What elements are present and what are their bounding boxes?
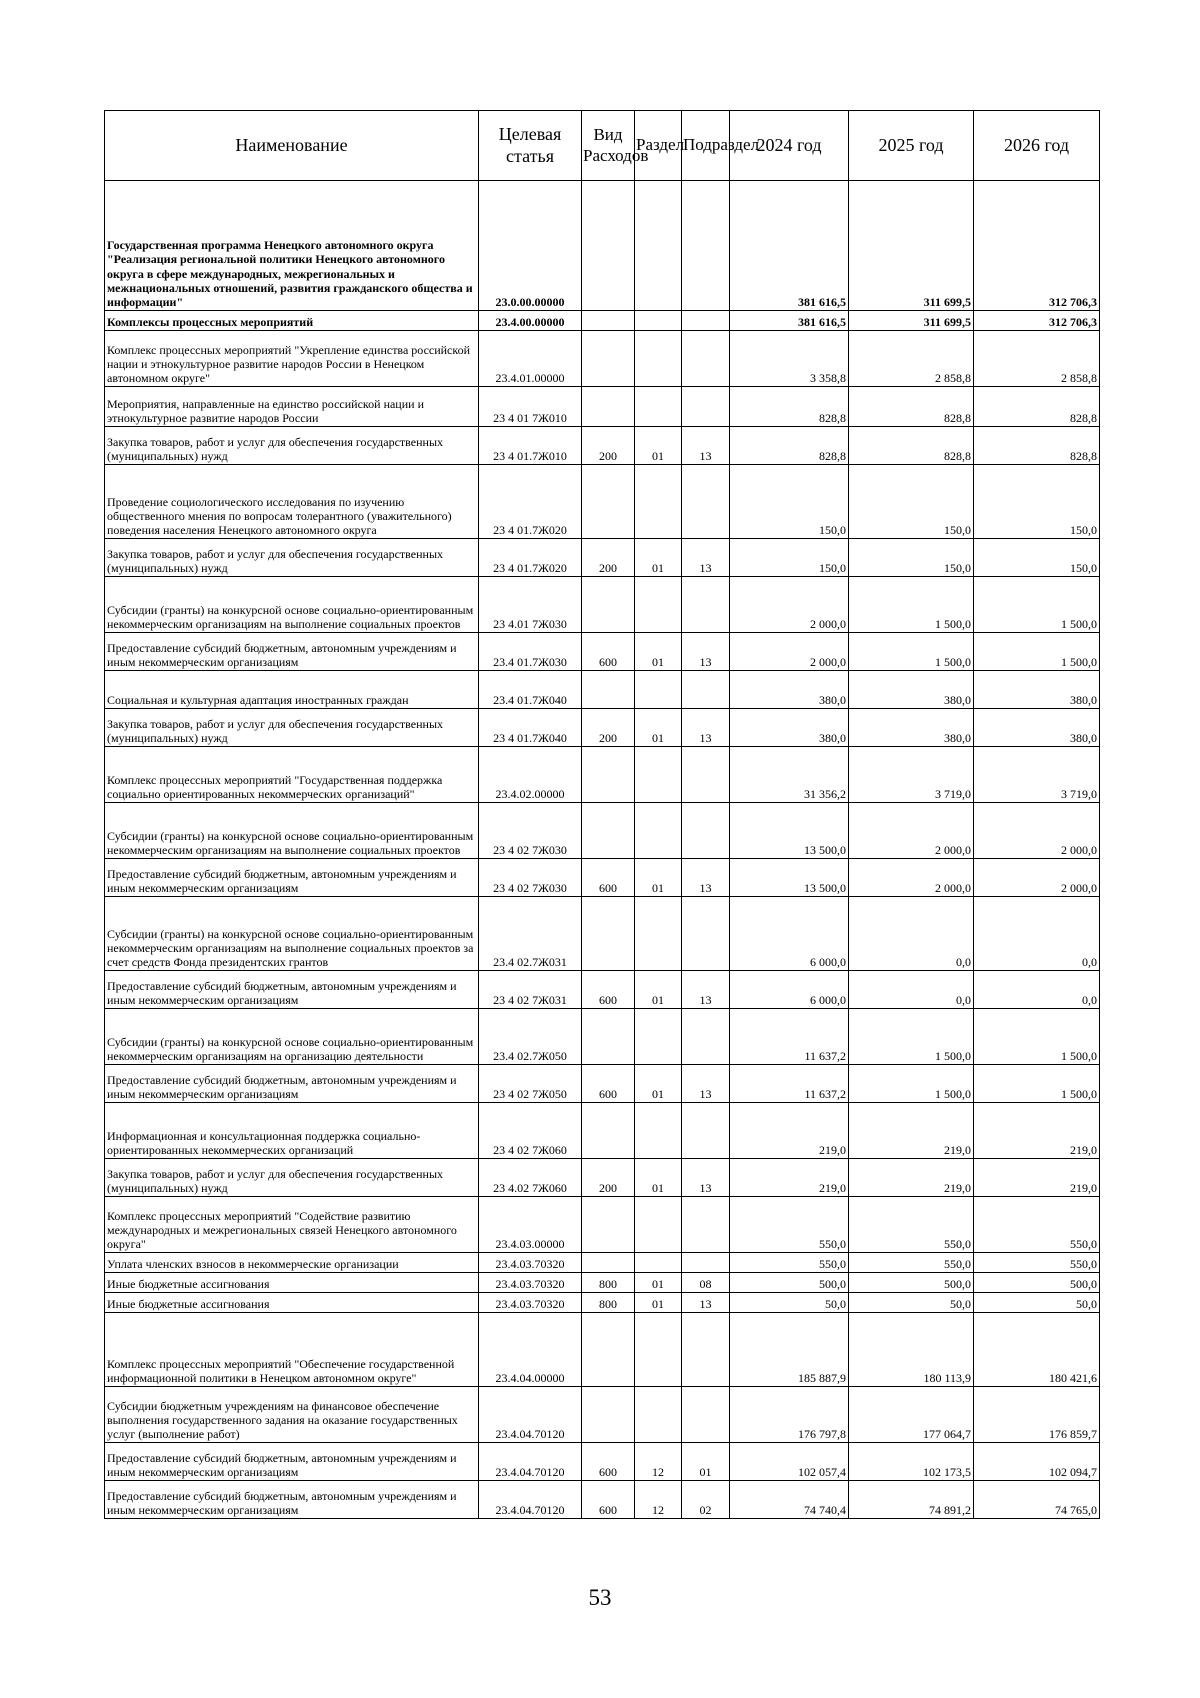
table-row — [105, 1103, 1100, 1159]
row-subsection — [682, 671, 730, 709]
row-subsection: 13 — [682, 539, 730, 577]
row-target-code: 23 4 02 7Ж050 — [479, 1065, 582, 1103]
row-value-2025: 380,0 — [849, 709, 974, 747]
row-value-2025: 219,0 — [849, 1159, 974, 1197]
row-target-code: 23 4 01.7Ж020 — [479, 465, 582, 539]
row-value-2026: 219,0 — [974, 1159, 1100, 1197]
row-expense-type: 600 — [582, 633, 635, 671]
row-section: 01 — [635, 709, 682, 747]
header-row — [105, 111, 1100, 181]
table-row — [105, 971, 1100, 1009]
table-row — [105, 633, 1100, 671]
row-value-2025: 550,0 — [849, 1197, 974, 1253]
header-subsection: Подраздел — [682, 111, 730, 181]
row-value-2025: 550,0 — [849, 1253, 974, 1273]
row-value-2026: 2 000,0 — [974, 803, 1100, 859]
row-section — [635, 387, 682, 427]
row-value-2026: 1 500,0 — [974, 577, 1100, 633]
row-name: Субсидии (гранты) на конкурсной основе социально-ориентированным некоммерческим организациям на организацию деятельности — [105, 1009, 479, 1065]
row-value-2024: 381 616,5 — [730, 181, 849, 311]
row-value-2025: 0,0 — [849, 897, 974, 971]
table-row — [105, 331, 1100, 387]
row-section: 01 — [635, 1273, 682, 1293]
row-subsection: 02 — [682, 1481, 730, 1519]
header-name: Наименование — [105, 111, 479, 181]
row-value-2025: 828,8 — [849, 427, 974, 465]
row-target-code: 23 4 01.7Ж020 — [479, 539, 582, 577]
table-row — [105, 859, 1100, 897]
row-value-2026: 3 719,0 — [974, 747, 1100, 803]
table-row — [105, 1009, 1100, 1065]
row-value-2025: 74 891,2 — [849, 1481, 974, 1519]
row-target-code: 23.4 02.7Ж031 — [479, 897, 582, 971]
row-subsection: 13 — [682, 1159, 730, 1197]
row-target-code: 23 4 02 7Ж030 — [479, 859, 582, 897]
row-value-2026: 550,0 — [974, 1253, 1100, 1273]
row-value-2025: 311 699,5 — [849, 181, 974, 311]
row-subsection: 08 — [682, 1273, 730, 1293]
row-value-2024: 185 887,9 — [730, 1313, 849, 1387]
row-expense-type — [582, 1009, 635, 1065]
row-value-2025: 50,0 — [849, 1293, 974, 1313]
table-row — [105, 427, 1100, 465]
row-section: 01 — [635, 1293, 682, 1313]
row-target-code: 23.4.02.00000 — [479, 747, 582, 803]
row-value-2024: 219,0 — [730, 1159, 849, 1197]
table-row — [105, 1443, 1100, 1481]
row-section — [635, 1197, 682, 1253]
row-value-2026: 1 500,0 — [974, 1065, 1100, 1103]
row-expense-type: 800 — [582, 1293, 635, 1313]
row-target-code: 23 4 02 7Ж060 — [479, 1103, 582, 1159]
row-value-2025: 311 699,5 — [849, 311, 974, 331]
header-target: Целевая статья — [479, 111, 582, 181]
header-2024: 2024 год — [730, 111, 849, 181]
row-name: Комплекс процессных мероприятий "Государственная поддержка социально ориентированных некоммерческих организаций" — [105, 747, 479, 803]
row-expense-type: 600 — [582, 859, 635, 897]
row-value-2025: 150,0 — [849, 539, 974, 577]
row-value-2026: 312 706,3 — [974, 181, 1100, 311]
row-value-2025: 2 000,0 — [849, 803, 974, 859]
row-value-2026: 0,0 — [974, 971, 1100, 1009]
row-expense-type: 600 — [582, 1443, 635, 1481]
table-row — [105, 539, 1100, 577]
row-name: Закупка товаров, работ и услуг для обеспечения государственных (муниципальных) нужд — [105, 1159, 479, 1197]
row-value-2025: 1 500,0 — [849, 633, 974, 671]
table-row — [105, 311, 1100, 331]
row-value-2025: 3 719,0 — [849, 747, 974, 803]
row-value-2026: 219,0 — [974, 1103, 1100, 1159]
row-name: Субсидии (гранты) на конкурсной основе социально-ориентированным некоммерческим организациям на выполнение социальных проектов — [105, 577, 479, 633]
row-expense-type — [582, 1197, 635, 1253]
row-subsection — [682, 1103, 730, 1159]
row-name: Предоставление субсидий бюджетным, автономным учреждениям и иным некоммерческим организациям — [105, 971, 479, 1009]
row-target-code: 23.4.03.70320 — [479, 1293, 582, 1313]
row-section: 12 — [635, 1481, 682, 1519]
row-subsection: 13 — [682, 859, 730, 897]
row-value-2024: 3 358,8 — [730, 331, 849, 387]
row-value-2026: 380,0 — [974, 671, 1100, 709]
row-value-2025: 0,0 — [849, 971, 974, 1009]
row-section — [635, 897, 682, 971]
row-value-2026: 150,0 — [974, 539, 1100, 577]
row-value-2024: 13 500,0 — [730, 859, 849, 897]
row-name: Субсидии (гранты) на конкурсной основе социально-ориентированным некоммерческим организациям на выполнение социальных проектов за счет средств Фонда президентских грантов — [105, 897, 479, 971]
row-name: Информационная и консультационная поддержка социально-ориентированных некоммерческих организаций — [105, 1103, 479, 1159]
table-row — [105, 465, 1100, 539]
row-subsection: 13 — [682, 427, 730, 465]
row-target-code: 23.4.03.70320 — [479, 1253, 582, 1273]
row-name: Предоставление субсидий бюджетным, автономным учреждениям и иным некоммерческим организациям — [105, 859, 479, 897]
row-value-2024: 380,0 — [730, 709, 849, 747]
row-value-2024: 2 000,0 — [730, 633, 849, 671]
row-value-2026: 380,0 — [974, 709, 1100, 747]
row-name: Иные бюджетные ассигнования — [105, 1293, 479, 1313]
row-section: 01 — [635, 1159, 682, 1197]
row-expense-type: 800 — [582, 1273, 635, 1293]
row-expense-type — [582, 311, 635, 331]
table-row — [105, 1273, 1100, 1293]
table-row — [105, 747, 1100, 803]
row-value-2024: 219,0 — [730, 1103, 849, 1159]
row-value-2024: 380,0 — [730, 671, 849, 709]
table-row — [105, 577, 1100, 633]
row-section — [635, 803, 682, 859]
row-target-code: 23.4.04.00000 — [479, 1313, 582, 1387]
row-name: Комплекс процессных мероприятий "Содействие развитию международных и межрегиональных связей Ненецкого автономного округа" — [105, 1197, 479, 1253]
row-expense-type: 200 — [582, 1159, 635, 1197]
row-target-code: 23.4.00.00000 — [479, 311, 582, 331]
row-value-2025: 380,0 — [849, 671, 974, 709]
table-row — [105, 1481, 1100, 1519]
row-value-2024: 150,0 — [730, 465, 849, 539]
row-expense-type — [582, 1253, 635, 1273]
row-target-code: 23.4.04.70120 — [479, 1443, 582, 1481]
row-name: Закупка товаров, работ и услуг для обеспечения государственных (муниципальных) нужд — [105, 709, 479, 747]
row-target-code: 23.4 02.7Ж050 — [479, 1009, 582, 1065]
row-name: Уплата членских взносов в некоммерческие организации — [105, 1253, 479, 1273]
header-2026: 2026 год — [974, 111, 1100, 181]
row-name: Комплексы процессных мероприятий — [105, 311, 479, 331]
row-value-2026: 1 500,0 — [974, 1009, 1100, 1065]
row-section — [635, 1009, 682, 1065]
row-subsection — [682, 181, 730, 311]
row-subsection — [682, 1197, 730, 1253]
table-row — [105, 387, 1100, 427]
row-name: Мероприятия, направленные на единство российской нации и этнокультурное развитие народов России — [105, 387, 479, 427]
row-name: Предоставление субсидий бюджетным, автономным учреждениям и иным некоммерческим организациям — [105, 1065, 479, 1103]
table-row — [105, 1065, 1100, 1103]
row-value-2025: 150,0 — [849, 465, 974, 539]
row-expense-type — [582, 671, 635, 709]
row-name: Закупка товаров, работ и услуг для обеспечения государственных (муниципальных) нужд — [105, 427, 479, 465]
row-expense-type — [582, 747, 635, 803]
row-value-2025: 500,0 — [849, 1273, 974, 1293]
row-value-2024: 6 000,0 — [730, 971, 849, 1009]
row-section: 01 — [635, 633, 682, 671]
row-value-2026: 0,0 — [974, 897, 1100, 971]
row-section: 01 — [635, 539, 682, 577]
row-value-2026: 2 000,0 — [974, 859, 1100, 897]
row-subsection: 01 — [682, 1443, 730, 1481]
row-section — [635, 577, 682, 633]
row-name: Проведение социологического исследования по изучению общественного мнения по вопросам толерантного (уважительного) поведения населения Ненецкого автономного округа — [105, 465, 479, 539]
row-value-2024: 13 500,0 — [730, 803, 849, 859]
row-section — [635, 311, 682, 331]
row-expense-type — [582, 803, 635, 859]
row-expense-type: 600 — [582, 971, 635, 1009]
row-section: 01 — [635, 427, 682, 465]
row-value-2026: 50,0 — [974, 1293, 1100, 1313]
row-value-2026: 550,0 — [974, 1197, 1100, 1253]
row-value-2025: 177 064,7 — [849, 1387, 974, 1443]
row-value-2025: 828,8 — [849, 387, 974, 427]
row-target-code: 23.4.01.00000 — [479, 331, 582, 387]
row-subsection: 13 — [682, 971, 730, 1009]
row-target-code: 23.4.04.70120 — [479, 1387, 582, 1443]
row-value-2026: 150,0 — [974, 465, 1100, 539]
row-expense-type — [582, 1103, 635, 1159]
row-value-2026: 312 706,3 — [974, 311, 1100, 331]
row-name: Закупка товаров, работ и услуг для обеспечения государственных (муниципальных) нужд — [105, 539, 479, 577]
row-expense-type — [582, 181, 635, 311]
row-section — [635, 747, 682, 803]
row-expense-type — [582, 577, 635, 633]
row-subsection — [682, 803, 730, 859]
row-subsection: 13 — [682, 633, 730, 671]
table-row — [105, 1387, 1100, 1443]
row-value-2025: 180 113,9 — [849, 1313, 974, 1387]
row-target-code: 23 4 02 7Ж031 — [479, 971, 582, 1009]
row-value-2024: 550,0 — [730, 1253, 849, 1273]
row-value-2026: 74 765,0 — [974, 1481, 1100, 1519]
row-value-2024: 2 000,0 — [730, 577, 849, 633]
row-expense-type: 200 — [582, 539, 635, 577]
row-expense-type: 200 — [582, 709, 635, 747]
row-subsection — [682, 1313, 730, 1387]
page-number: 53 — [588, 1585, 612, 1610]
row-value-2026: 828,8 — [974, 387, 1100, 427]
row-value-2024: 828,8 — [730, 387, 849, 427]
row-target-code: 23.0.00.00000 — [479, 181, 582, 311]
row-target-code: 23.4.03.70320 — [479, 1273, 582, 1293]
row-expense-type — [582, 331, 635, 387]
row-value-2025: 219,0 — [849, 1103, 974, 1159]
row-subsection — [682, 331, 730, 387]
row-section — [635, 1103, 682, 1159]
table-row — [105, 897, 1100, 971]
row-subsection — [682, 1253, 730, 1273]
row-target-code: 23 4 01.7Ж040 — [479, 709, 582, 747]
row-section — [635, 1313, 682, 1387]
row-value-2026: 1 500,0 — [974, 633, 1100, 671]
row-target-code: 23.4 01.7Ж040 — [479, 671, 582, 709]
row-section: 01 — [635, 859, 682, 897]
row-value-2026: 102 094,7 — [974, 1443, 1100, 1481]
row-subsection: 13 — [682, 709, 730, 747]
table-row — [105, 671, 1100, 709]
row-name: Государственная программа Ненецкого автономного округа "Реализация региональной политики Ненецкого автономного округа в сфере международных, межрегиональных и межнациональных отношений, развития гражданского общества и информации" — [105, 181, 479, 311]
row-expense-type — [582, 1313, 635, 1387]
row-value-2024: 50,0 — [730, 1293, 849, 1313]
row-section — [635, 1387, 682, 1443]
row-subsection: 13 — [682, 1065, 730, 1103]
row-value-2025: 1 500,0 — [849, 577, 974, 633]
header-section: Раздел — [635, 111, 682, 181]
table-row — [105, 1253, 1100, 1273]
row-value-2024: 550,0 — [730, 1197, 849, 1253]
row-value-2024: 381 616,5 — [730, 311, 849, 331]
row-expense-type — [582, 897, 635, 971]
row-name: Предоставление субсидий бюджетным, автономным учреждениям и иным некоммерческим организациям — [105, 1481, 479, 1519]
header-type: Вид Расходов — [582, 111, 635, 181]
row-value-2024: 11 637,2 — [730, 1009, 849, 1065]
row-subsection — [682, 1387, 730, 1443]
row-value-2024: 500,0 — [730, 1273, 849, 1293]
row-target-code: 23 4.01 7Ж030 — [479, 577, 582, 633]
row-section: 01 — [635, 971, 682, 1009]
row-section: 12 — [635, 1443, 682, 1481]
budget-table — [104, 110, 1100, 1519]
row-subsection — [682, 465, 730, 539]
row-section: 01 — [635, 1065, 682, 1103]
row-value-2025: 2 000,0 — [849, 859, 974, 897]
row-name: Комплекс процессных мероприятий "Укрепление единства российской нации и этнокультурное развитие народов России в Ненецком автономном округе" — [105, 331, 479, 387]
row-value-2024: 11 637,2 — [730, 1065, 849, 1103]
row-subsection — [682, 897, 730, 971]
row-target-code: 23 4 01.7Ж010 — [479, 427, 582, 465]
row-name: Субсидии (гранты) на конкурсной основе социально-ориентированным некоммерческим организациям на выполнение социальных проектов — [105, 803, 479, 859]
row-value-2024: 828,8 — [730, 427, 849, 465]
row-subsection — [682, 1009, 730, 1065]
row-name: Иные бюджетные ассигнования — [105, 1273, 479, 1293]
row-expense-type: 600 — [582, 1065, 635, 1103]
row-target-code: 23.4.03.00000 — [479, 1197, 582, 1253]
header-2025: 2025 год — [849, 111, 974, 181]
table-row — [105, 1159, 1100, 1197]
row-value-2026: 176 859,7 — [974, 1387, 1100, 1443]
row-target-code: 23 4 01 7Ж010 — [479, 387, 582, 427]
row-value-2025: 1 500,0 — [849, 1065, 974, 1103]
row-subsection — [682, 311, 730, 331]
row-section — [635, 181, 682, 311]
row-value-2024: 31 356,2 — [730, 747, 849, 803]
row-subsection — [682, 577, 730, 633]
table-row — [105, 709, 1100, 747]
row-value-2026: 828,8 — [974, 427, 1100, 465]
row-target-code: 23 4.02 7Ж060 — [479, 1159, 582, 1197]
row-target-code: 23.4.04.70120 — [479, 1481, 582, 1519]
row-value-2025: 1 500,0 — [849, 1009, 974, 1065]
row-name: Предоставление субсидий бюджетным, автономным учреждениям и иным некоммерческим организациям — [105, 1443, 479, 1481]
row-section — [635, 465, 682, 539]
row-section — [635, 331, 682, 387]
row-subsection — [682, 387, 730, 427]
row-value-2024: 150,0 — [730, 539, 849, 577]
row-section — [635, 1253, 682, 1273]
row-expense-type — [582, 1387, 635, 1443]
table-row — [105, 803, 1100, 859]
row-expense-type: 600 — [582, 1481, 635, 1519]
row-section — [635, 671, 682, 709]
row-value-2025: 2 858,8 — [849, 331, 974, 387]
table-row — [105, 1197, 1100, 1253]
row-value-2024: 102 057,4 — [730, 1443, 849, 1481]
row-subsection: 13 — [682, 1293, 730, 1313]
row-expense-type: 200 — [582, 427, 635, 465]
row-name: Комплекс процессных мероприятий "Обеспечение государственной информационной политики в Ненецком автономном округе" — [105, 1313, 479, 1387]
row-subsection — [682, 747, 730, 803]
row-expense-type — [582, 465, 635, 539]
row-target-code: 23.4 01.7Ж030 — [479, 633, 582, 671]
table-body — [105, 181, 1100, 1519]
row-value-2024: 6 000,0 — [730, 897, 849, 971]
row-name: Предоставление субсидий бюджетным, автономным учреждениям и иным некоммерческим организациям — [105, 633, 479, 671]
row-expense-type — [582, 387, 635, 427]
row-value-2026: 2 858,8 — [974, 331, 1100, 387]
row-value-2024: 74 740,4 — [730, 1481, 849, 1519]
row-value-2024: 176 797,8 — [730, 1387, 849, 1443]
row-name: Социальная и культурная адаптация иностранных граждан — [105, 671, 479, 709]
table-row — [105, 1293, 1100, 1313]
row-value-2026: 500,0 — [974, 1273, 1100, 1293]
table-row — [105, 181, 1100, 311]
row-value-2025: 102 173,5 — [849, 1443, 974, 1481]
row-name: Субсидии бюджетным учреждениям на финансовое обеспечение выполнения государственного задания на оказание государственных услуг (выполнение работ) — [105, 1387, 479, 1443]
table-row — [105, 1313, 1100, 1387]
row-target-code: 23 4 02 7Ж030 — [479, 803, 582, 859]
row-value-2026: 180 421,6 — [974, 1313, 1100, 1387]
